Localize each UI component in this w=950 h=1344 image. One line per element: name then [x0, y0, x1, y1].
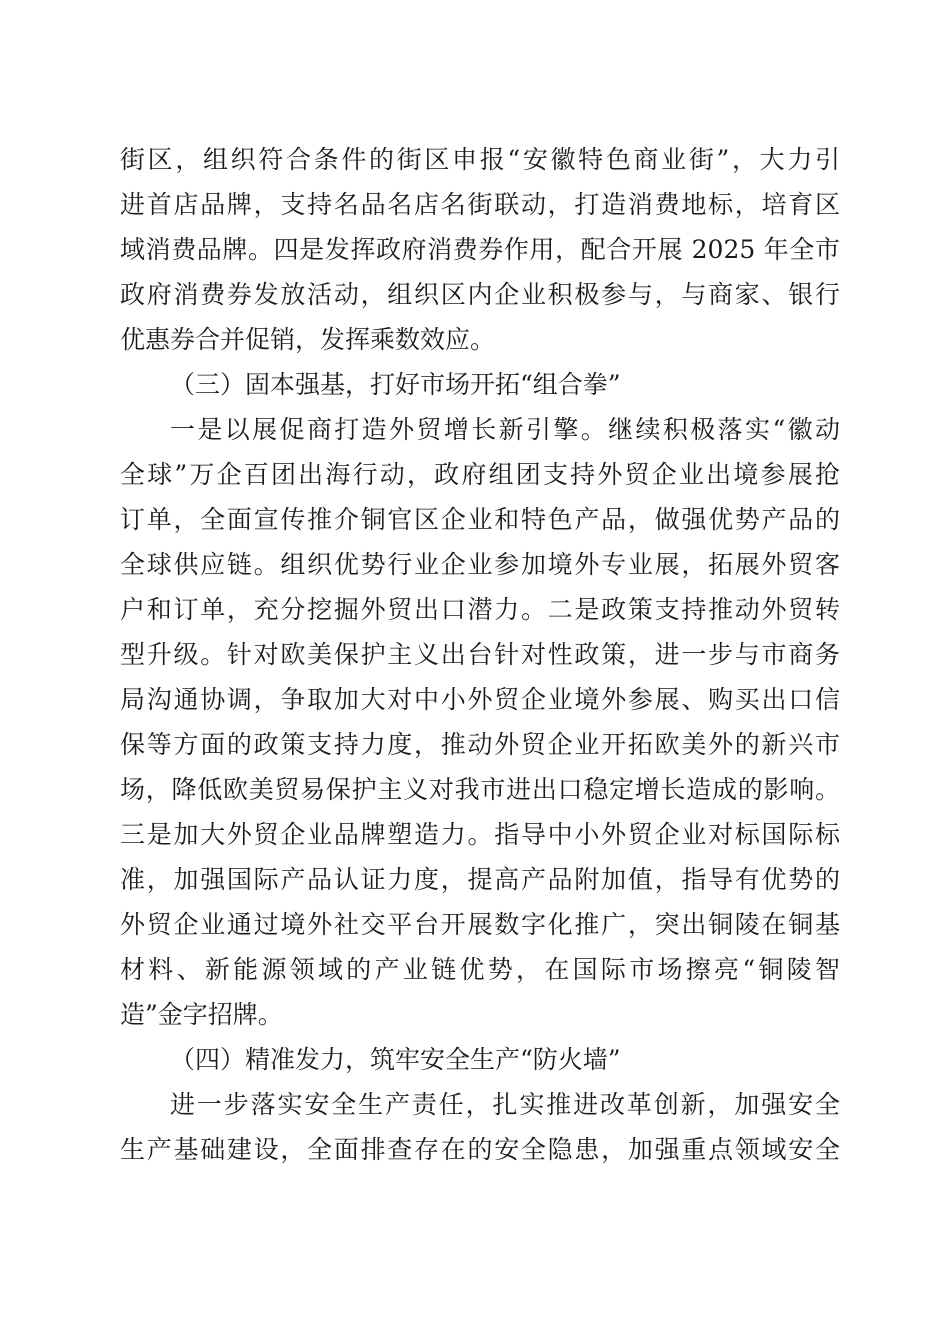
text-line: 全球供应链。组织优势行业企业参加境外专业展，拓展外贸客: [120, 550, 840, 579]
text-line: 三是加大外贸企业品牌塑造力。指导中小外贸企业对标国际标: [120, 820, 840, 849]
text-line: 保等方面的政策支持力度，推动外贸企业开拓欧美外的新兴市: [120, 730, 840, 759]
text-line: 订单，全面宣传推介铜官区企业和特色产品，做强优势产品的: [120, 505, 840, 534]
section-heading: （四）精准发力，筑牢安全生产“防火墙”: [170, 1045, 621, 1074]
section-heading: （三）固本强基，打好市场开拓“组合拳”: [170, 370, 621, 399]
text-line: 优惠券合并促销，发挥乘数效应。: [120, 325, 496, 354]
text-line: 进一步落实安全生产责任，扎实推进改革创新，加强安全: [170, 1090, 840, 1119]
text-line: 造”金字招牌。: [120, 1000, 283, 1029]
text-line: 局沟通协调，争取加大对中小外贸企业境外参展、购买出口信: [120, 685, 840, 714]
text-line: 户和订单，充分挖掘外贸出口潜力。二是政策支持推动外贸转: [120, 595, 840, 624]
text-line: 进首店品牌，支持名品名店名街联动，打造消费地标，培育区: [120, 190, 840, 219]
text-line: 外贸企业通过境外社交平台开展数字化推广，突出铜陵在铜基: [120, 910, 840, 939]
text-line: 街区，组织符合条件的街区申报“安徽特色商业街”，大力引: [120, 145, 840, 174]
text-line: 域消费品牌。四是发挥政府消费券作用，配合开展 2025 年全市: [120, 235, 840, 264]
text-line: 全球”万企百团出海行动，政府组团支持外贸企业出境参展抢: [120, 460, 840, 489]
text-line: 型升级。针对欧美保护主义出台针对性政策，进一步与市商务: [120, 640, 840, 669]
text-line: 场，降低欧美贸易保护主义对我市进出口稳定增长造成的影响。: [120, 775, 840, 804]
text-line: 生产基础建设，全面排查存在的安全隐患，加强重点领域安全: [120, 1135, 840, 1164]
text-line: 材料、新能源领域的产业链优势，在国际市场擦亮“铜陵智: [120, 955, 840, 984]
text-line: 政府消费券发放活动，组织区内企业积极参与，与商家、银行: [120, 280, 840, 309]
text-line: 准，加强国际产品认证力度，提高产品附加值，指导有优势的: [120, 865, 840, 894]
text-line: 一是以展促商打造外贸增长新引擎。继续积极落实“徽动: [170, 415, 840, 444]
